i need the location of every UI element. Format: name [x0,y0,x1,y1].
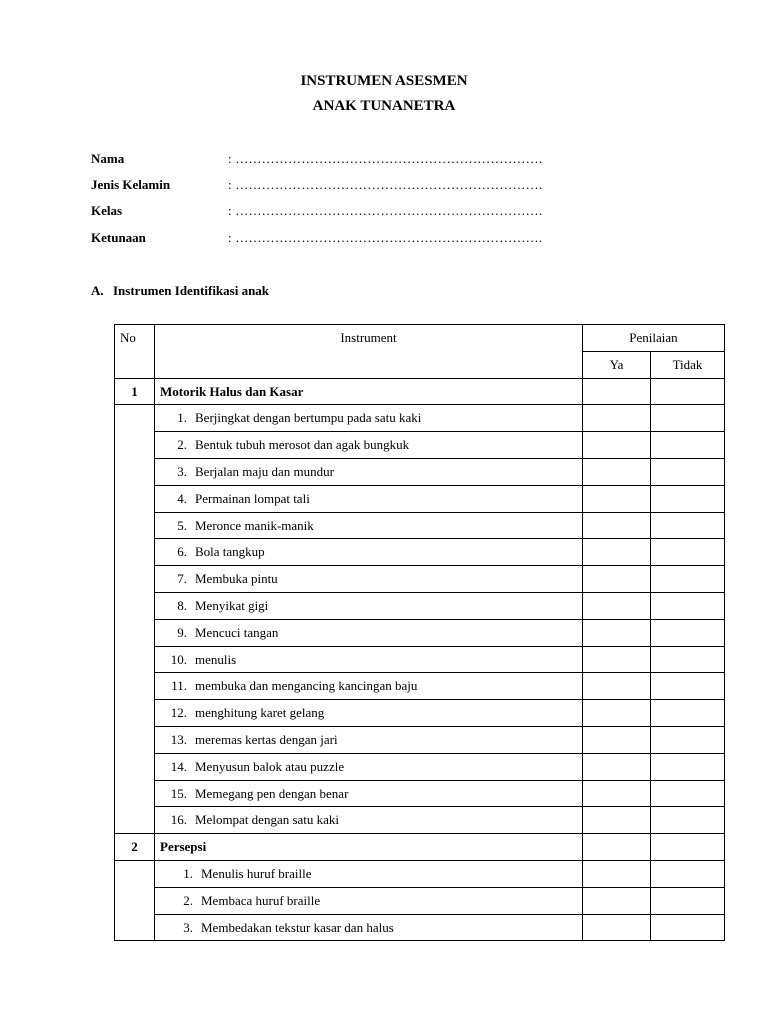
category-number: 2 [115,834,155,861]
ya-cell[interactable] [583,566,651,593]
tidak-cell[interactable] [651,485,725,512]
table-row [115,807,725,834]
ya-cell[interactable] [583,458,651,485]
table-row [115,485,725,512]
item-number: 2. [177,437,187,453]
item-text: Mencuci tangan [195,624,279,640]
item-number: 15. [170,785,187,801]
item-cell [155,485,583,512]
table-row [115,700,725,727]
item-text: Menulis huruf braille [201,865,312,881]
item-cell [155,566,583,593]
ya-cell[interactable] [583,539,651,566]
item-number: 6. [177,544,187,560]
table-row [115,619,725,646]
ya-cell[interactable] [583,485,651,512]
item-text: Melompat dengan satu kaki [195,812,340,828]
item-cell [155,405,583,432]
item-number: 12. [170,705,187,721]
item-text: Membuka pintu [195,571,278,587]
item-cell [155,887,583,914]
item-cell [155,539,583,566]
blank-number-cell [115,405,155,834]
item-cell [155,860,583,887]
ya-cell[interactable] [583,834,651,861]
field-label-kelas: Kelas [91,203,123,218]
document-title-line1: INSTRUMEN ASESMEN [300,73,468,89]
item-number: 4. [177,490,187,506]
tidak-cell[interactable] [651,700,725,727]
ya-cell[interactable] [583,592,651,619]
tidak-cell[interactable] [651,914,725,941]
item-text: Menyusun balok atau puzzle [195,758,345,774]
item-cell [155,592,583,619]
ya-cell[interactable] [583,780,651,807]
item-cell [155,780,583,807]
ya-cell[interactable] [583,700,651,727]
category-title: Persepsi [155,834,583,861]
ya-cell[interactable] [583,860,651,887]
item-number: 2. [183,892,193,908]
ya-cell[interactable] [583,887,651,914]
blank-number-cell [115,860,155,940]
category-row [115,834,725,861]
ya-cell[interactable] [583,378,651,405]
item-text: menulis [195,651,237,667]
item-cell [155,753,583,780]
field-value-kelas: : ……………………………………………………………. [228,203,543,218]
tidak-cell[interactable] [651,860,725,887]
tidak-cell[interactable] [651,539,725,566]
item-number: 13. [170,731,187,747]
document-title-line2: ANAK TUNANETRA [312,98,456,114]
tidak-cell[interactable] [651,673,725,700]
item-number: 1. [183,865,193,881]
tidak-cell[interactable] [651,378,725,405]
tidak-cell[interactable] [651,887,725,914]
table-row [115,726,725,753]
item-cell [155,458,583,485]
item-number: 11. [171,678,187,694]
ya-cell[interactable] [583,807,651,834]
table-row [115,646,725,673]
item-text: membuka dan mengancing kancingan baju [195,678,418,694]
item-text: Berjalan maju dan mundur [195,463,334,479]
tidak-cell[interactable] [651,619,725,646]
item-cell [155,673,583,700]
header-penilaian: Penilaian [583,325,725,352]
item-number: 9. [177,624,187,640]
item-text: menghitung karet gelang [195,705,325,721]
table-row [115,914,725,941]
item-cell [155,807,583,834]
item-text: Menyikat gigi [195,597,269,613]
item-text: Membedakan tekstur kasar dan halus [201,919,394,935]
tidak-cell[interactable] [651,834,725,861]
ya-cell[interactable] [583,646,651,673]
table-row [115,860,725,887]
header-ya: Ya [583,351,651,378]
item-cell [155,619,583,646]
table-row [115,887,725,914]
section-title: Instrumen Identifikasi anak [113,283,270,298]
item-text: Meronce manik-manik [195,517,314,533]
field-label-nama: Nama [91,151,125,166]
item-number: 10. [170,651,187,667]
ya-cell[interactable] [583,432,651,459]
header-tidak: Tidak [651,351,725,378]
field-value-ketunaan: : ……………………………………………………………. [228,230,543,245]
item-cell [155,726,583,753]
ya-cell[interactable] [583,405,651,432]
header-no: No [115,325,155,379]
tidak-cell[interactable] [651,726,725,753]
field-label-jenis-kelamin: Jenis Kelamin [91,177,171,192]
table-row [115,432,725,459]
table-header-row [115,325,725,352]
item-cell [155,700,583,727]
ya-cell[interactable] [583,512,651,539]
table-row [115,673,725,700]
table-row [115,753,725,780]
section-letter: A. [91,283,104,298]
field-label-ketunaan: Ketunaan [91,230,146,245]
tidak-cell[interactable] [651,405,725,432]
item-cell [155,646,583,673]
item-number: 3. [177,463,187,479]
item-text: meremas kertas dengan jari [195,731,338,747]
category-number: 1 [115,378,155,405]
table-row [115,458,725,485]
item-number: 3. [183,919,193,935]
field-value-nama: : ……………………………………………………………. [228,151,543,166]
tidak-cell[interactable] [651,753,725,780]
assessment-table [114,324,725,941]
header-instrument: Instrument [155,325,583,379]
item-text: Permainan lompat tali [195,490,310,506]
table-row [115,780,725,807]
item-number: 5. [177,517,187,533]
table-row [115,592,725,619]
ya-cell[interactable] [583,619,651,646]
table-row [115,512,725,539]
tidak-cell[interactable] [651,432,725,459]
item-cell [155,432,583,459]
tidak-cell[interactable] [651,807,725,834]
category-title: Motorik Halus dan Kasar [155,378,583,405]
ya-cell[interactable] [583,726,651,753]
tidak-cell[interactable] [651,592,725,619]
item-text: Bola tangkup [195,544,265,560]
table-row [115,405,725,432]
tidak-cell[interactable] [651,566,725,593]
item-cell [155,914,583,941]
item-number: 7. [177,571,187,587]
item-number: 8. [177,597,187,613]
section-heading [91,283,269,299]
field-value-jenis-kelamin: : ……………………………………………………………. [228,177,543,192]
table-row [115,539,725,566]
item-text: Bentuk tubuh merosot dan agak bungkuk [195,437,410,453]
item-text: Membaca huruf braille [201,892,321,908]
item-number: 16. [170,812,187,828]
item-text: Memegang pen dengan benar [195,785,349,801]
item-number: 1. [177,410,187,426]
category-row [115,378,725,405]
item-text: Berjingkat dengan bertumpu pada satu kaki [195,410,422,426]
ya-cell[interactable] [583,673,651,700]
item-number: 14. [170,758,187,774]
tidak-cell[interactable] [651,458,725,485]
tidak-cell[interactable] [651,780,725,807]
ya-cell[interactable] [583,753,651,780]
table-row [115,566,725,593]
tidak-cell[interactable] [651,646,725,673]
tidak-cell[interactable] [651,512,725,539]
item-cell [155,512,583,539]
ya-cell[interactable] [583,914,651,941]
